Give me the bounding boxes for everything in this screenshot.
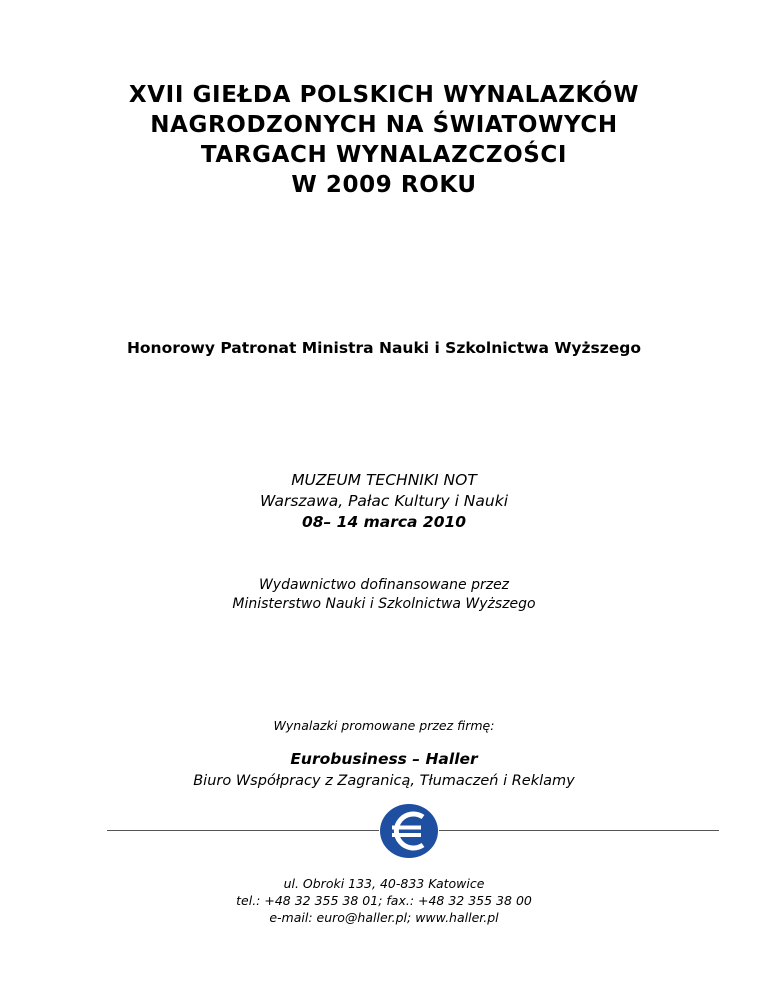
euro-circle-logo-icon (379, 803, 439, 859)
event-dates: 08– 14 marca 2010 (301, 513, 467, 531)
contact-block (0, 875, 768, 926)
promotion-label: Wynalazki promowane przez firmę: (273, 718, 495, 733)
document-title (0, 80, 768, 200)
postal-address: ul. Obroki 133, 40-833 Katowice (283, 876, 485, 891)
title-line: TARGACH WYNALAZCZOŚCI (200, 142, 568, 168)
museum-name: MUZEUM TECHNIKI NOT (291, 471, 477, 489)
venue-location: Warszawa, Pałac Kultury i Nauki (259, 492, 508, 510)
funding-line: Wydawnictwo dofinansowane przez (258, 577, 510, 593)
company-description: Biuro Współpracy z Zagranicą, Tłumaczeń i Reklamy (193, 773, 575, 789)
honorary-patronage: Honorowy Patronat Ministra Nauki i Szkolnictwa Wyższego (126, 339, 642, 357)
title-line: W 2009 ROKU (291, 172, 477, 198)
phone-fax: tel.: +48 32 355 38 01; fax.: +48 32 355 38 00 (236, 893, 532, 908)
title-line: XVII GIEŁDA POLSKICH WYNALAZKÓW (128, 82, 640, 108)
venue-block (0, 470, 768, 533)
funding-line: Ministerstwo Nauki i Szkolnictwa Wyższego (232, 596, 536, 612)
email-website: e-mail: euro@haller.pl; www.haller.pl (269, 910, 499, 925)
company-name: Eurobusiness – Haller (290, 750, 478, 768)
funding-note (0, 576, 768, 614)
title-line: NAGRODZONYCH NA ŚWIATOWYCH (150, 112, 618, 138)
